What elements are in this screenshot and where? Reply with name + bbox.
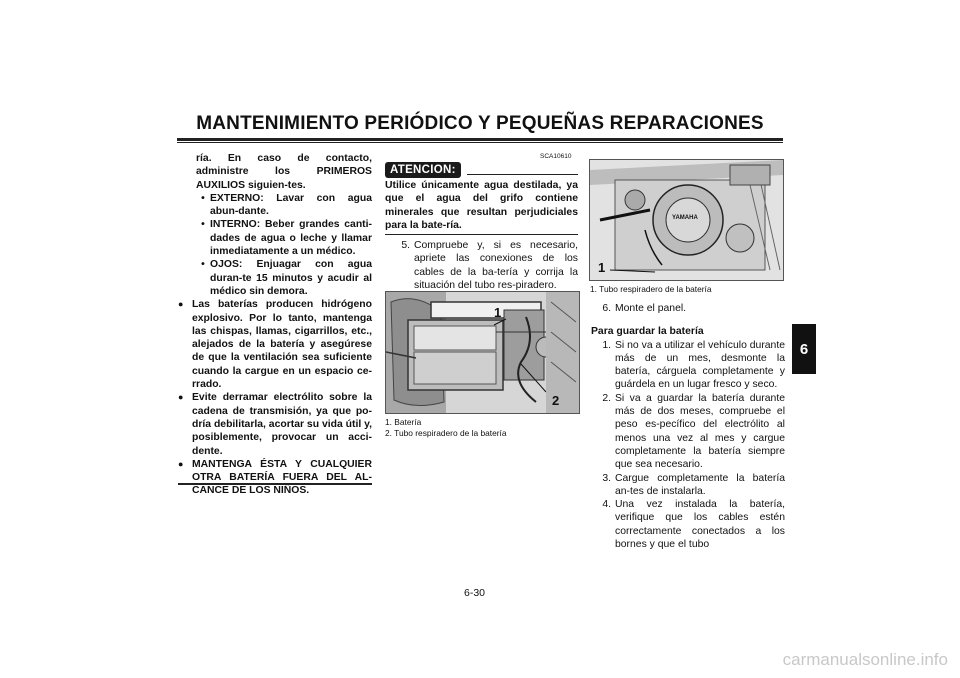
figure-callout: 1 [494,305,502,320]
step-number: 6. [602,303,611,314]
figure-caption: 1. Batería [385,417,422,427]
sub-bullet-text: OJOS: Enjuagar con agua duran-te 15 minutos y acudir al médico sin demora. [210,259,372,297]
step-6 [591,302,785,315]
sub-bullet-text: EXTERNO: Lavar con agua abun-dante. [210,192,372,218]
battery-illustration [386,292,579,413]
attention-end-rule [385,234,578,235]
step-text: Si va a guardar la batería durante más de dos meses, compruebe el peso es-pecífico del electrólito al menos una vez al mes y cargue completamente la batería siempre que sea necesario. [615,392,785,471]
header-rule-thin [177,142,783,143]
storage-heading: Para guardar la batería [591,326,704,338]
figure-callout: 2 [552,393,560,408]
engine-badge: YAMAHA [672,215,698,221]
figure-caption: 2. Tubo respiradero de la batería [385,428,507,438]
step-text: Si no va a utilizar el vehículo durante más de un mes, desmonte la batería, cárguela completamente y guárdela en un lugar fresco y seco. [615,339,785,391]
section-code: SCA10610 [540,153,572,160]
page-title: MANTENIMIENTO PERIÓDICO Y PEQUEÑAS REPARACIONES [196,113,764,134]
storage-step [591,498,785,551]
step-text: Una vez instalada la batería, verifique que los cables estén correctamente conectados a los bornes y que el tubo [615,499,785,551]
sub-bullet-item [178,192,372,219]
bullet-text: MANTENGA ÉSTA Y CUALQUIER OTRA BATERÍA FUERA DEL AL-CANCE DE LOS NIÑOS. [192,458,372,497]
section-tab[interactable]: 6 [792,324,816,374]
step-text: Cargue completamente la batería an-tes de instalarla. [615,472,785,497]
battery-figure [385,291,580,414]
bullet-text: Evite derramar electrólito sobre la cadena de transmisión, ya que po-dría debilitarla, acortar su vida útil y, posiblemente, provocar un acci-dente. [192,392,372,457]
bullet-item [178,391,372,457]
storage-step [591,472,785,499]
page-number: 6-30 [464,587,486,599]
bullet-text: Las baterías producen hidrógeno explosivo. Por lo tanto, mantenga las chispas, llamas, cigarrillos, etc., alejados de la batería y asegúrese de que la ventilación sea suficiente cuando la cargue en un espacio ce-rrado. [192,299,372,391]
sub-bullet-text: INTERNO: Beber grandes canti-dades de agua o leche y llamar inmediatamente a un médico. [210,219,372,258]
engine-figure [589,159,784,281]
bullet-icon: ● [178,299,184,310]
sub-bullet-icon: • [201,219,205,231]
watermark-text: carmanualsonline.info [782,650,948,669]
bullet-item [178,298,372,391]
step-number: 4. [602,499,611,511]
sub-bullet-item [178,258,372,298]
figure-caption: 1. Tubo respiradero de la batería [590,284,712,294]
sub-bullet-icon: • [201,259,205,271]
step-number: 2. [602,392,611,404]
step-number: 1. [602,339,611,351]
attention-rule [467,174,578,175]
step-text: Compruebe y, si es necesario, apriete las conexiones de los cables de la ba-tería y corrija la situación del tubo res-piradero. [414,240,578,291]
bullet-icon: ● [178,458,184,469]
step-number: 5. [401,240,410,251]
attention-header [385,160,578,178]
first-aid-intro: ría. En caso de contacto, administre los PRIMEROS AUXILIOS siguien-tes. [196,153,372,191]
attention-badge: ATENCION: [385,162,461,178]
sub-bullet-item [178,218,372,258]
sub-bullet-icon: • [201,192,205,204]
step-5 [388,239,578,292]
right-text [591,302,785,551]
bullet-item [178,458,372,498]
step-number: 3. [602,472,611,484]
step-text: Monte el panel. [615,303,687,314]
left-column [178,152,372,498]
storage-step [591,392,785,472]
attention-text: Utilice únicamente agua destilada, ya que el agua del grifo contiene minerales que resultan perjudiciales para la bate-ría. [385,180,578,231]
header-rule [177,138,783,141]
warning-end-rule [178,483,372,485]
figure-callout: 1 [598,260,606,275]
storage-step [591,339,785,392]
bullet-icon: ● [178,392,184,403]
